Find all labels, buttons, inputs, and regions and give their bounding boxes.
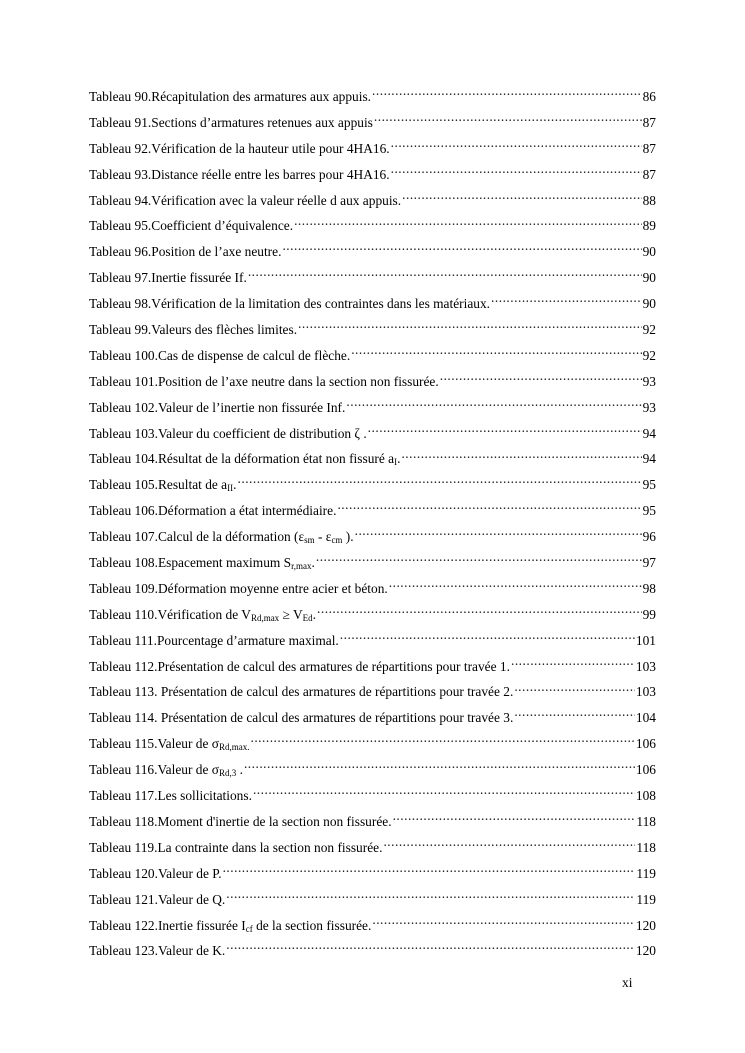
toc-dot-leader <box>372 916 635 929</box>
toc-entry[interactable] <box>89 731 656 757</box>
toc-dot-leader <box>391 165 642 178</box>
toc-entry[interactable] <box>89 576 656 602</box>
toc-dot-leader <box>372 88 642 101</box>
toc-dot-leader <box>511 657 635 670</box>
toc-entry-page: 97 <box>642 555 656 571</box>
toc-entry-page: 86 <box>642 89 656 104</box>
toc-entry[interactable] <box>89 835 656 861</box>
toc-entry-page: 119 <box>636 865 656 881</box>
toc-entry-page: 90 <box>642 270 656 286</box>
toc-entry[interactable] <box>89 317 656 343</box>
toc-entry[interactable] <box>89 110 656 136</box>
toc-dot-leader <box>351 347 641 360</box>
toc-entry-page: 93 <box>642 373 656 389</box>
toc-entry[interactable] <box>89 213 656 239</box>
toc-entry-page: 106 <box>635 736 656 752</box>
toc-dot-leader <box>316 554 642 567</box>
toc-entry-page: 88 <box>642 192 656 208</box>
toc-dot-leader <box>250 735 634 748</box>
toc-entry[interactable] <box>89 446 656 472</box>
toc-entry-title: Tableau 94.Vérification avec la valeur réelle d aux appuis. <box>89 192 402 208</box>
toc-entry-title: Tableau 116.Valeur de $\sigma_{Rd,3}$ . <box>89 762 243 779</box>
page-number: xi <box>622 975 633 990</box>
toc-entry[interactable] <box>89 188 656 214</box>
toc-entry-title: Tableau 111.Pourcentage d’armature maximal. <box>89 632 339 648</box>
toc-entry-page: 118 <box>636 839 656 855</box>
toc-dot-leader <box>346 398 641 411</box>
toc-entry[interactable] <box>89 498 656 524</box>
toc-entry[interactable] <box>89 395 656 421</box>
toc-entry-title: Tableau 114. Présentation de calcul des armatures de répartitions pour travée 3. <box>89 710 514 726</box>
toc-dot-leader <box>294 217 642 230</box>
toc-entry-page: 95 <box>642 477 656 493</box>
toc-entry-page: 90 <box>642 244 656 260</box>
toc-entry[interactable] <box>89 679 656 705</box>
toc-entry[interactable] <box>89 84 656 110</box>
toc-entry-title: Tableau 117.Les sollicitations. <box>89 788 252 804</box>
toc-entry-title: Tableau 118.Moment d'inertie de la section non fissurée. <box>89 813 392 829</box>
toc-dot-leader <box>340 631 635 644</box>
toc-dot-leader <box>253 787 635 800</box>
toc-entry-title: Tableau 121.Valeur de Q. <box>89 891 226 907</box>
toc-entry-title: Tableau 100.Cas de dispense de calcul de flèche. <box>89 347 351 363</box>
toc-dot-leader <box>337 502 641 515</box>
toc-entry[interactable] <box>89 291 656 317</box>
toc-dot-leader <box>401 450 641 463</box>
toc-entry-page: 96 <box>642 529 656 545</box>
toc-entry-page: 120 <box>635 917 656 933</box>
toc-entry[interactable] <box>89 421 656 447</box>
toc-dot-leader <box>282 243 641 256</box>
toc-entry[interactable] <box>89 162 656 188</box>
toc-dot-leader <box>374 114 642 127</box>
toc-entry[interactable] <box>89 239 656 265</box>
toc-entry[interactable] <box>89 913 656 939</box>
toc-entry-title: Tableau 110.Vérification de $V_{Rd,max} \ge V_{Ed}$. <box>89 606 317 623</box>
toc-entry-title: Tableau 101.Position de l’axe neutre dans la section non fissurée. <box>89 373 439 389</box>
toc-entry-title: Tableau 98.Vérification de la limitation des contraintes dans les matériaux. <box>89 296 491 312</box>
toc-entry-page: 90 <box>642 296 656 312</box>
toc-dot-leader <box>238 476 642 489</box>
toc-entry-page: 94 <box>642 451 656 467</box>
toc-entry[interactable] <box>89 136 656 162</box>
toc-entry-page: 101 <box>635 632 656 648</box>
toc-dot-leader <box>368 424 642 437</box>
toc-entry-title: Tableau 106.Déformation a état intermédiaire. <box>89 503 337 519</box>
toc-dot-leader <box>440 372 642 385</box>
toc-entry[interactable] <box>89 783 656 809</box>
toc-dot-leader <box>393 813 636 826</box>
toc-entry-page: 98 <box>642 580 656 596</box>
toc-entry[interactable] <box>89 602 656 628</box>
toc-entry-page: 99 <box>642 606 656 622</box>
toc-entry-title: Tableau 123.Valeur de K. <box>89 943 226 959</box>
toc-entry[interactable] <box>89 550 656 576</box>
toc-entry[interactable] <box>89 369 656 395</box>
toc-entry[interactable] <box>89 809 656 835</box>
toc-dot-leader <box>389 580 642 593</box>
toc-entry-title: Tableau 90.Récapitulation des armatures aux appuis. <box>89 89 372 104</box>
toc-entry[interactable] <box>89 887 656 913</box>
toc-entry[interactable] <box>89 938 656 964</box>
toc-dot-leader <box>226 890 635 903</box>
toc-entry-title: Tableau 122.Inertie fissurée $I_{cf}$ de la section fissurée. <box>89 917 372 934</box>
toc-entry[interactable] <box>89 757 656 783</box>
toc-entry-title: Tableau 91.Sections d’armatures retenues aux appuis <box>89 114 373 130</box>
toc-entry-page: 87 <box>642 114 656 130</box>
toc-entry[interactable] <box>89 705 656 731</box>
toc-entry-title: Tableau 115.Valeur de $\sigma_{Rd,max.}$ <box>89 736 250 753</box>
toc-entry-page: 92 <box>642 322 656 338</box>
toc-entry-title: Tableau 105.Resultat de $a_{II}$. <box>89 477 237 494</box>
toc-entry-page: 87 <box>642 166 656 182</box>
toc-entry-title: Tableau 95.Coefficient d’équivalence. <box>89 218 294 234</box>
toc-dot-leader <box>248 269 642 282</box>
toc-entry[interactable] <box>89 524 656 550</box>
toc-entry-page: 104 <box>635 710 656 726</box>
toc-entry-page: 118 <box>636 813 656 829</box>
toc-entry-title: Tableau 120.Valeur de P. <box>89 865 222 881</box>
toc-dot-leader <box>244 761 635 774</box>
toc-entry-page: 94 <box>642 425 656 441</box>
toc-entry-title: Tableau 93.Distance réelle entre les barres pour 4HA16. <box>89 166 390 182</box>
table-of-tables <box>89 84 656 964</box>
toc-entry-title: Tableau 107.Calcul de la déformation ($\varepsilon_{sm} - \varepsilon_{cm}$ ). <box>89 529 354 546</box>
toc-entry-page: 103 <box>635 658 656 674</box>
toc-entry[interactable] <box>89 472 656 498</box>
toc-dot-leader <box>514 709 635 722</box>
toc-entry-page: 92 <box>642 347 656 363</box>
toc-entry-title: Tableau 104.Résultat de la déformation état non fissuré $a_I$. <box>89 451 401 468</box>
toc-entry[interactable] <box>89 861 656 887</box>
toc-dot-leader <box>226 942 635 955</box>
toc-dot-leader <box>402 191 641 204</box>
toc-dot-leader <box>514 683 635 696</box>
toc-dot-leader <box>355 528 642 541</box>
toc-entry[interactable] <box>89 265 656 291</box>
toc-entry-title: Tableau 103.Valeur du coefficient de distribution ζ . <box>89 425 367 441</box>
toc-entry-page: 89 <box>642 218 656 234</box>
toc-entry[interactable] <box>89 343 656 369</box>
toc-entry-title: Tableau 113. Présentation de calcul des armatures de répartitions pour travée 2. <box>89 684 514 700</box>
toc-entry[interactable] <box>89 628 656 654</box>
toc-entry-page: 95 <box>642 503 656 519</box>
toc-entry-page: 120 <box>635 943 656 959</box>
toc-entry[interactable] <box>89 654 656 680</box>
toc-entry-page: 119 <box>636 891 656 907</box>
toc-dot-leader <box>391 139 642 152</box>
toc-entry-title: Tableau 92.Vérification de la hauteur utile pour 4HA16. <box>89 140 390 156</box>
toc-dot-leader <box>298 321 642 334</box>
toc-entry-title: Tableau 99.Valeurs des flèches limites. <box>89 322 298 338</box>
toc-dot-leader <box>383 838 635 851</box>
toc-entry-page: 106 <box>635 762 656 778</box>
toc-entry-page: 87 <box>642 140 656 156</box>
toc-entry-title: Tableau 102.Valeur de l’inertie non fissurée Inf. <box>89 399 346 415</box>
toc-entry-page: 103 <box>635 684 656 700</box>
toc-entry-title: Tableau 108.Espacement maximum $S_{r,max}$. <box>89 555 315 572</box>
toc-entry-page: 108 <box>635 788 656 804</box>
toc-entry-title: Tableau 96.Position de l’axe neutre. <box>89 244 282 260</box>
toc-entry-title: Tableau 109.Déformation moyenne entre acier et béton. <box>89 580 388 596</box>
toc-dot-leader <box>491 295 642 308</box>
toc-entry-title: Tableau 112.Présentation de calcul des armatures de répartitions pour travée 1. <box>89 658 510 674</box>
toc-entry-title: Tableau 97.Inertie fissurée If. <box>89 270 247 286</box>
toc-dot-leader <box>317 605 642 618</box>
toc-entry-title: Tableau 119.La contrainte dans la section non fissurée. <box>89 839 383 855</box>
toc-entry-page: 93 <box>642 399 656 415</box>
toc-dot-leader <box>223 864 636 877</box>
